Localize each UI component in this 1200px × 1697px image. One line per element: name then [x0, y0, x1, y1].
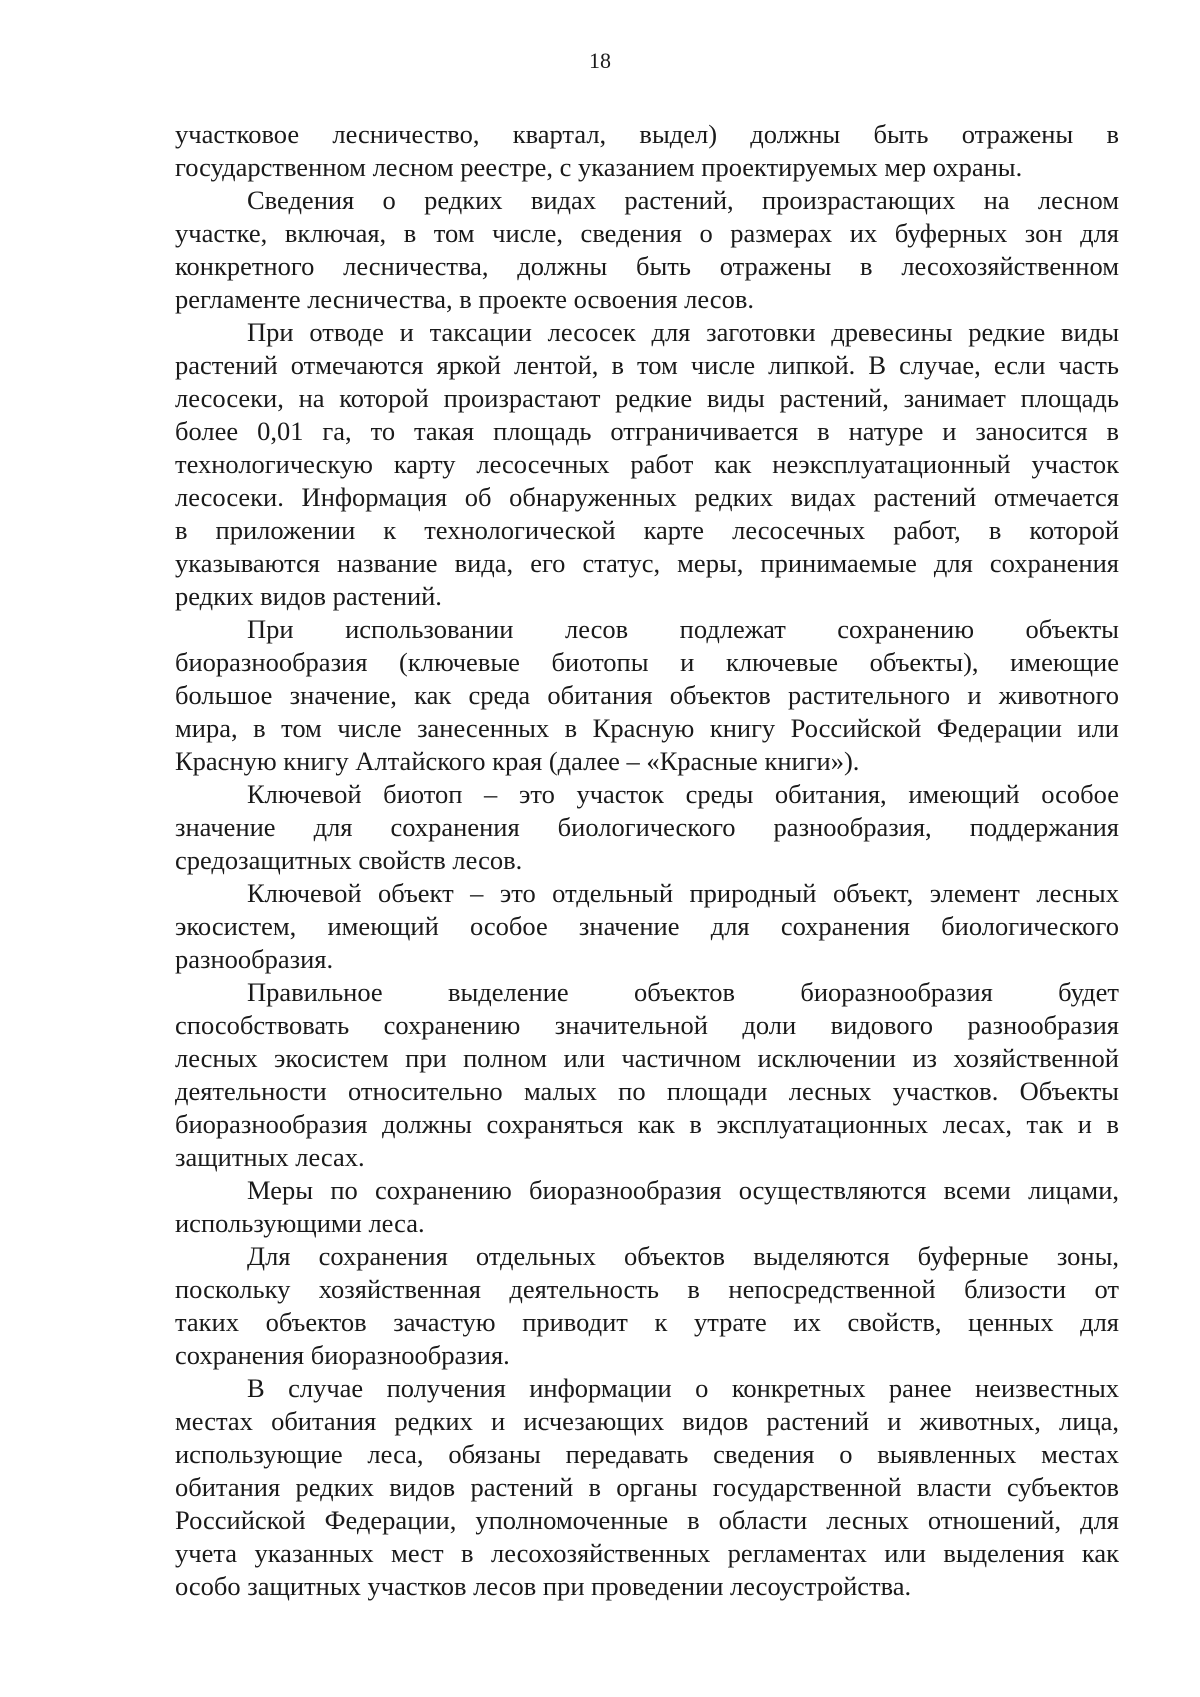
text-line: способствовать сохранению значительной доли видового разнообразия: [175, 1010, 1119, 1040]
text-line: Ключевой объект – это отдельный природный объект, элемент лесных: [247, 878, 1119, 908]
text-line: деятельности относительно малых по площади лесных участков. Объекты: [175, 1076, 1119, 1106]
text-line: Ключевой биотоп – это участок среды обитания, имеющий особое: [247, 779, 1119, 809]
text-line: При отводе и таксации лесосек для заготовки древесины редкие виды: [247, 317, 1119, 347]
text-line: таких объектов зачастую приводит к утрате их свойств, ценных для: [175, 1307, 1119, 1337]
text-line: Сведения о редких видах растений, произрастающих на лесном: [247, 185, 1119, 215]
text-line: Меры по сохранению биоразнообразия осуществляются всеми лицами,: [247, 1175, 1119, 1205]
text-line: биоразнообразия должны сохраняться как в эксплуатационных лесах, так и в: [175, 1109, 1119, 1139]
text-line: значение для сохранения биологического разнообразия, поддержания: [175, 812, 1119, 842]
paragraph: [175, 778, 1119, 877]
paragraph: [175, 613, 1119, 778]
text-line: использующими леса.: [175, 1208, 425, 1238]
text-line: лесосеки. Информация об обнаруженных редких видах растений отмечается: [175, 482, 1119, 512]
text-line: биоразнообразия (ключевые биотопы и ключевые объекты), имеющие: [175, 647, 1119, 677]
paragraph: [175, 184, 1119, 316]
text-line: сохранения биоразнообразия.: [175, 1340, 510, 1370]
text-line: указываются название вида, его статус, меры, принимаемые для сохранения: [175, 548, 1119, 578]
text-line: Красную книгу Алтайского края (далее – «Красные книги»).: [175, 746, 860, 776]
text-line: лесосеки, на которой произрастают редкие виды растений, занимает площадь: [175, 383, 1119, 413]
paragraph: [175, 976, 1119, 1174]
text-line: экосистем, имеющий особое значение для сохранения биологического: [175, 911, 1119, 941]
text-line: лесных экосистем при полном или частичном исключении из хозяйственной: [175, 1043, 1119, 1073]
page-number: 18: [589, 48, 611, 73]
text-line: защитных лесах.: [175, 1142, 365, 1172]
text-line: участковое лесничество, квартал, выдел) должны быть отражены в: [175, 119, 1119, 149]
text-line: мира, в том числе занесенных в Красную книгу Российской Федерации или: [175, 713, 1119, 743]
text-line: регламенте лесничества, в проекте освоения лесов.: [175, 284, 754, 314]
text-line: особо защитных участков лесов при проведении лесоустройства.: [175, 1571, 912, 1601]
text-line: растений отмечаются яркой лентой, в том числе липкой. В случае, если часть: [175, 350, 1119, 380]
text-line: При использовании лесов подлежат сохранению объекты: [247, 614, 1119, 644]
text-line: Российской Федерации, уполномоченные в области лесных отношений, для: [175, 1505, 1119, 1535]
text-line: В случае получения информации о конкретных ранее неизвестных: [247, 1373, 1119, 1403]
text-line: Для сохранения отдельных объектов выделяются буферные зоны,: [247, 1241, 1119, 1271]
text-line: местах обитания редких и исчезающих видов растений и животных, лица,: [175, 1406, 1119, 1436]
text-line: редких видов растений.: [175, 581, 442, 611]
text-line: большое значение, как среда обитания объектов растительного и животного: [175, 680, 1119, 710]
text-line: государственном лесном реестре, с указанием проектируемых мер охраны.: [175, 152, 1023, 182]
text-line: более 0,01 га, то такая площадь отграничивается в натуре и заносится в: [175, 416, 1119, 446]
text-line: в приложении к технологической карте лесосечных работ, в которой: [175, 515, 1119, 545]
paragraph: [175, 118, 1119, 184]
text-line: обитания редких видов растений в органы государственной власти субъектов: [175, 1472, 1119, 1502]
paragraph: [175, 1174, 1119, 1240]
text-line: разнообразия.: [175, 944, 334, 974]
paragraph: [175, 1372, 1119, 1603]
text-line: участке, включая, в том числе, сведения о размерах их буферных зон для: [175, 218, 1119, 248]
paragraph: [175, 1240, 1119, 1372]
text-line: использующие леса, обязаны передавать сведения о выявленных местах: [175, 1439, 1119, 1469]
text-line: технологическую карту лесосечных работ как неэксплуатационный участок: [175, 449, 1119, 479]
text-line: конкретного лесничества, должны быть отражены в лесохозяйственном: [175, 251, 1119, 281]
text-line: средозащитных свойств лесов.: [175, 845, 523, 875]
document-body: [175, 118, 1119, 1603]
text-line: Правильное выделение объектов биоразнообразия будет: [247, 977, 1119, 1007]
text-line: поскольку хозяйственная деятельность в непосредственной близости от: [175, 1274, 1119, 1304]
paragraph: [175, 877, 1119, 976]
paragraph: [175, 316, 1119, 613]
text-line: учета указанных мест в лесохозяйственных регламентах или выделения как: [175, 1538, 1119, 1568]
